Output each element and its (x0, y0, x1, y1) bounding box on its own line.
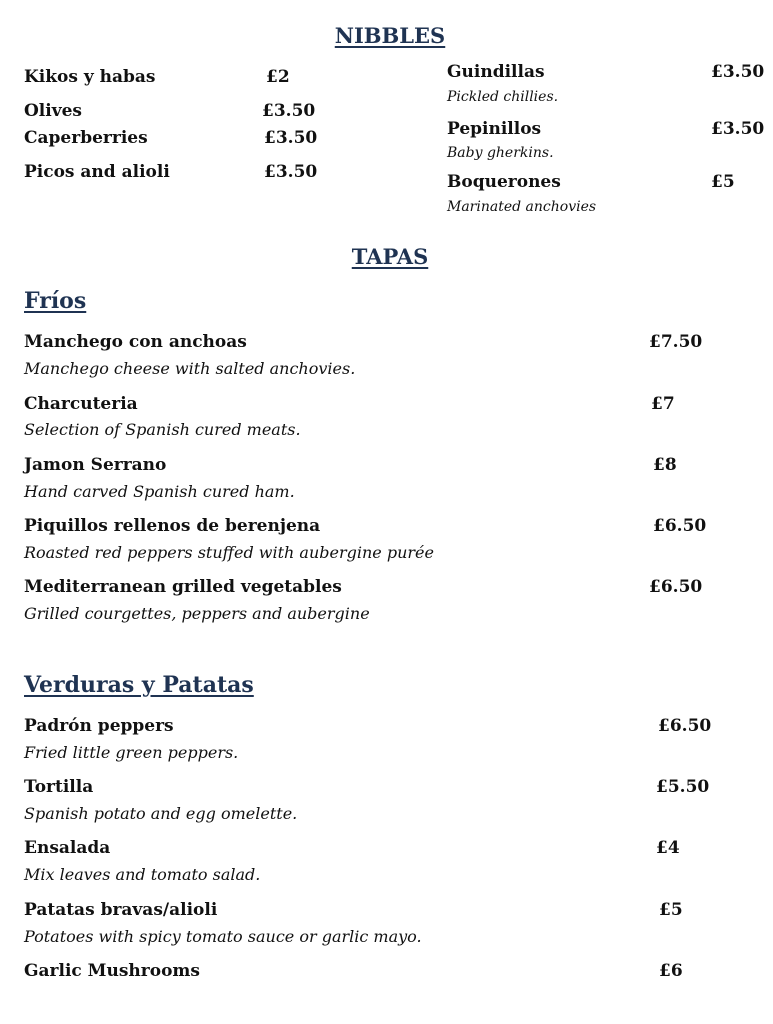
menu-item-price: £7.50 (649, 332, 703, 352)
menu-item-name: Padrón peppers (24, 716, 174, 736)
nibble-description: Marinated anchovies (447, 199, 597, 215)
menu-item-price: £6.50 (653, 516, 707, 536)
menu-item-description: Manchego cheese with salted anchovies. (24, 359, 356, 378)
menu-item-price: £5 (659, 900, 683, 920)
menu-item-name: Mediterranean grilled vegetables (24, 577, 342, 597)
nibble-price: £2 (266, 67, 290, 87)
menu-item-description: Mix leaves and tomato salad. (24, 865, 261, 884)
nibble-name: Pepinillos (447, 119, 542, 139)
menu-item-name: Manchego con anchoas (24, 332, 247, 352)
menu-item-price: £5.50 (656, 777, 710, 797)
nibble-price: £3.50 (264, 128, 318, 148)
nibble-name: Caperberries (24, 128, 148, 148)
menu-item-description: Selection of Spanish cured meats. (24, 420, 301, 439)
nibble-price: £5 (711, 172, 735, 192)
nibble-price: £3.50 (264, 162, 318, 182)
menu-item-price: £7 (651, 394, 675, 414)
nibble-name: Guindillas (447, 62, 545, 82)
menu-item-name: Ensalada (24, 838, 111, 858)
nibble-name: Picos and alioli (24, 162, 170, 182)
nibble-name: Boquerones (447, 172, 561, 192)
menu-item-price: £6.50 (649, 577, 703, 597)
menu-item-price: £8 (653, 455, 677, 475)
nibble-description: Baby gherkins. (447, 145, 554, 161)
section-heading-verduras: Verduras y Patatas (24, 672, 254, 698)
nibble-name: Kikos y habas (24, 67, 156, 87)
menu-item-description: Roasted red peppers stuffed with aubergine purée (24, 543, 434, 562)
menu-item-description: Hand carved Spanish cured ham. (24, 482, 295, 501)
nibbles-heading: NIBBLES (334, 23, 446, 48)
menu-item-description: Spanish potato and egg omelette. (24, 804, 298, 823)
tapas-heading: TAPAS (351, 244, 429, 269)
menu-item-price: £4 (656, 838, 680, 858)
menu-item-name: Piquillos rellenos de berenjena (24, 516, 321, 536)
menu-item-price: £6 (659, 961, 683, 981)
nibble-price: £3.50 (711, 119, 765, 139)
menu-item-name: Patatas bravas/alioli (24, 900, 218, 920)
nibble-price: £3.50 (711, 62, 765, 82)
menu-item-name: Charcuteria (24, 394, 138, 414)
menu-item-description: Grilled courgettes, peppers and aubergine (24, 604, 370, 623)
menu-item-name: Jamon Serrano (24, 455, 167, 475)
menu-item-description: Potatoes with spicy tomato sauce or garlic mayo. (24, 927, 422, 946)
menu-item-description: Fried little green peppers. (24, 743, 239, 762)
menu-item-name: Tortilla (24, 777, 94, 797)
nibble-price: £3.50 (262, 101, 316, 121)
nibble-name: Olives (24, 101, 82, 121)
menu-item-name: Garlic Mushrooms (24, 961, 200, 981)
menu-item-price: £6.50 (658, 716, 712, 736)
section-heading-frios: Fríos (24, 288, 87, 314)
nibble-description: Pickled chillies. (447, 89, 559, 105)
